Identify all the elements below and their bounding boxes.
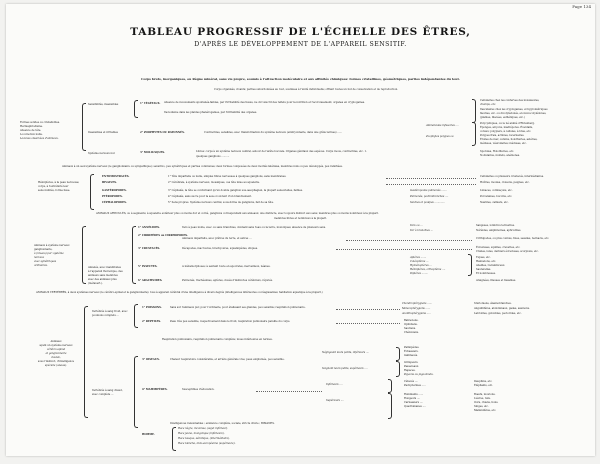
- g1-right-6: Polycystiques, ou le né animé d'Ehrenberg.: [480, 122, 535, 125]
- g4-fish-right-2-a: Malacoptérygiens ......: [402, 307, 431, 310]
- g4-bird-brace-1: [396, 347, 400, 361]
- g3-right-9-b: Sauterelles.: [476, 268, 492, 271]
- g1-right-4: fleuries, etc. ou dicotylédonés, en monocotylédones,: [480, 112, 547, 115]
- g1-left-label-1: Formes solides ou cristalloïdes.: [20, 121, 60, 124]
- g1-right-12: Sporules, Holothuries, etc.: [480, 150, 515, 153]
- g3-right-1-b: Sangsues, lombrics terrestres.: [476, 224, 515, 227]
- band-1-text: Animaux à un seul système nerveux (le ganglionnaire ou sympathique); sensitivo, peu symétriques et parties communes; deux formes composées de deux moitiés latérales, membres nuls ou peu développés, peu ramifiées.: [62, 165, 343, 168]
- g4-bird-right-1: Palmipèdes.: [404, 346, 420, 349]
- g3-row-2-label: 2° CIRRIPÈDES ou CIRRHOPODES.: [138, 234, 188, 237]
- g3-right-8-b: Abeilles, Cerambiceux.: [476, 264, 506, 267]
- g3-right-2-a: Ver à branchies ...: [410, 229, 433, 232]
- g3-right-4: Écrevisses, squilles, crevettes, etc.: [476, 246, 521, 249]
- g4-mam-right-1-b: Dauphins, etc.: [474, 380, 493, 383]
- homme-race-3: Race basque, sémitique, (intermédiaire).: [178, 437, 230, 440]
- g1-right-7: Éponges, alcyons, madrépores. Éventails,: [480, 126, 533, 129]
- g4-sub-1-a: Vertébrés à sang froid, avec: [92, 310, 128, 313]
- leader-dots: [386, 184, 476, 185]
- document-sheet: [6, 4, 595, 456]
- g1-zoo-right-2: Zoophytes polypes ou: [426, 135, 454, 138]
- g2-row-1-desc: 1° Tête imparfaite ou nulle, simples fibres nerveuses à quelques ganglions, sans membranes.: [168, 175, 287, 178]
- g3-left-6: ordinaires.: [34, 264, 48, 267]
- g3-left-3: à (niveau) par: système: [34, 252, 64, 255]
- g4-left-1: Animaux: [50, 340, 62, 343]
- leader-dots: [346, 240, 472, 241]
- g4-reptile-right-3: Sauriens.: [404, 327, 416, 330]
- g4-left-6: sous l'instinct, d'intelligence: [37, 360, 75, 363]
- g2-right-5-a: Seiches et poulpes .............: [410, 201, 445, 204]
- band-2-text-b: membres libres et nombreux à la plupart.: [274, 217, 327, 220]
- g1-right-brace-2: [472, 122, 476, 146]
- g3-row-2-desc: Animaux imparfaits, avec prêtres du terre, et autres ...: [182, 237, 252, 240]
- homme-label: HOMME.: [142, 433, 155, 436]
- g1-sub-b: Insensibles et irritables: [88, 131, 118, 134]
- g4-mammal-mid-2: Supérieurs ....: [326, 399, 344, 402]
- g4-bird-mid-1: Négligeant leurs petits, inférieurs ....: [322, 351, 370, 354]
- g4-left-5: double,: [51, 356, 61, 359]
- g2-row-4-desc: 4° Céphalés, sans sucre pour la sexe s'ouvrent d'un branchement.: [168, 195, 252, 198]
- g4-mam-right-4-a: Rongeurs ....: [404, 397, 421, 400]
- g4-mam-right-4-b: Lièvres, rats.: [474, 397, 491, 400]
- g2-right-5-b: Nautiles, calmars, etc.: [480, 201, 509, 204]
- g2-left-3: sens mutilés, forme lisse.: [38, 189, 71, 192]
- g3-row-5-desc: A métamorphoses; à sentant toute en apocrates, merveilleux, néanes.: [182, 265, 271, 268]
- leader-dots: [336, 249, 472, 250]
- g4-bird-brace-2: [396, 361, 400, 377]
- homme-race-1: Race nègre, inconnue, (sujet inférieur).: [178, 427, 229, 430]
- g3-left-1: Animaux à système nerveux: [34, 244, 70, 247]
- g4-middle-line: Respiration pulmonaire, respiration pulmonaire complète; mues intérieures en termes.: [162, 338, 273, 341]
- g2-right-1: Cellulaires ou plusieurs crustacés, intermédiaires.: [480, 175, 544, 178]
- g4-reptile-label: 2° REPTILES.: [142, 320, 162, 323]
- g1-sub-brace-a: [134, 100, 138, 118]
- g1-right-2: champs, etc.: [480, 103, 497, 106]
- g1-right-1: Cellulaires chez les conferves des moisissures,: [480, 99, 540, 102]
- g2-row-4-label: PTÉROPODES.: [102, 195, 123, 198]
- g4-sub-1-b: poumons complets ...: [92, 314, 119, 317]
- band-2-text: ANIMAUX ARTICULÉS, ou à segments; à squelette extérieur plus ou moins dur et corné, ganglions correspondant aux anneaux; une distincte, avec toujours distinct aux sens; membres plus ou moins nombreux à la plupart.: [96, 212, 379, 215]
- g4-bird-desc: Chaleur respiratoire considérable, et arrière générale vive; peau emplumée, peu sensible.: [170, 358, 285, 361]
- g3-right-6-b: Tiques, etc.: [476, 256, 491, 259]
- g3-row-3-desc: Décapodes, macroures, brachyoures, squamipèdes, stiques.: [182, 247, 258, 250]
- g3-row-7-label: 6° ARACHNIDES.: [138, 279, 163, 282]
- band-3-text: ANIMAUX VERTÉBRÉS, à deux systèmes nerveux (le cérébro-spinal et le ganglionnaire); tous à appareil cérébral d'une intelligence à divers degrés (intelligences inférieures ou réagissantes; habitation aquatique à la plupart.): [36, 291, 323, 294]
- g4-mammal-desc: Susceptibles d'éducation.: [182, 388, 215, 391]
- g3-right-7-b: Hannetons, etc.: [476, 260, 497, 263]
- g1-veg-desc: Absence de mouvements spontanés-faibles, par l'irritabilité des tissus, ne circonscrit des reflets pour la nutrition et l'accroissement; organes en cryptogames.: [164, 101, 366, 104]
- g3-row-7-desc: Pulmonés, trachéennes, aptères, doués d'instinctes cérébraux, réputés.: [182, 279, 273, 282]
- g4-mam-right-2-b: Éléphants, etc.: [474, 384, 493, 387]
- g1-right-9: Polypes frais, actinies, lucernaires.: [480, 134, 525, 137]
- g4-bottom-line: Intelligences raisonnables ; existence complète, sociale, stricte droite ; BIMANES.: [170, 422, 275, 425]
- g4-fish-right2-3: Labroïdes, gobioïdes, pectorides, etc.: [474, 312, 522, 315]
- g2-brace: [90, 174, 94, 210]
- g2-row-2-desc: 2° Cérébrale, à système nerveux, mosaïques, ces tête mise au squelette.: [168, 181, 260, 184]
- g3-left-b1: Annelés, avec mandibules: [88, 266, 121, 269]
- g2-row-5-label: CÉPHALOPODES.: [102, 201, 127, 204]
- g4-fish-label: 1° POISSONS.: [142, 306, 162, 309]
- g4-left-7: spéciale (oiseau).: [44, 364, 68, 367]
- g1-mollusc-desc: Libres: corps à un système nerveux central, autour de l'arête buccale. Organes génitaux des espèces. Corps mous, contractiles, etc. 1.: [196, 150, 367, 153]
- g3-right-6-a: Aptères .......: [410, 256, 427, 259]
- g4-reptile-right-2: Ophidiens.: [404, 323, 418, 326]
- g2-left-1: Hémiptères, à la peau nerveuse;: [38, 181, 80, 184]
- g2-right-3-b: Limaces, colimaçons, etc.: [480, 189, 513, 192]
- g3-row-1-label: 1° ANNÉLIDES.: [138, 226, 160, 229]
- g3-right-10-a: Diptères ........: [410, 272, 428, 275]
- g4-left-4: et ganglionnaire: [45, 352, 67, 355]
- g1-veg-label: 1° VÉGÉTAUX.: [140, 102, 161, 105]
- g3-right-brace: [468, 254, 472, 276]
- intro-line-1: Corps bruts, inorganiques, ou Règne minéral, sans vie propre, soumis à l'attraction moléculaire et aux affinités chimiques: formes cristallines, géométriques, parties indépendantes du tout.: [141, 77, 460, 81]
- g4-bird-label: 3° OISEAUX.: [142, 358, 160, 361]
- g1-zoo-label: 2° ZOOPHYTES OU RAYONNÉS.: [140, 131, 185, 134]
- g2-row-3-label: GASTÉROPODES.: [102, 189, 127, 192]
- g2-right-3-a: Gastéropodes pulmonés .......: [410, 189, 447, 192]
- g4-mam-right-5-b: Ours, chiens, lions.: [474, 401, 499, 404]
- g3-right-3: Cirrhipodes, ou plus connus, fixes, sessiles, bernacle, etc.: [476, 237, 550, 240]
- g3-right-7-a: Coléoptères ...: [410, 260, 429, 263]
- g1-sub-c: Système nerveux nul: [88, 152, 115, 155]
- g4-bird-right-2: Échassiers.: [404, 350, 419, 353]
- homme-brace: [172, 427, 176, 451]
- g2-row-1-label: ENTOMOSTRACÉS.: [102, 175, 130, 178]
- g1-right-5: (plantes, lilacées, esthétiques, etc.): [480, 116, 525, 119]
- g4-fish-right-1-a: Chondroptérygiens ......: [402, 302, 432, 305]
- g4-mam-right-6-b: Singes, etc.: [474, 405, 489, 408]
- g4-mam-right-2-a: Pachydermes .....: [404, 384, 426, 387]
- g2-right-4-b: Porcelaines, buccins, etc.: [480, 195, 513, 198]
- g4-reptile-right-4: Chéloniens.: [404, 331, 419, 334]
- g4-reptile-right-1: Batraciens.: [404, 319, 419, 322]
- g2-right-4-a: Pulmonés, pectinibranches ....: [410, 195, 449, 198]
- g3-left-2: ganglionnaire,: [34, 248, 53, 251]
- leader-dots: [256, 391, 322, 392]
- g4-mam-right-3-b: Bœufs, moutons.: [474, 393, 496, 396]
- g4-sub-brace-1: [134, 304, 138, 328]
- g4-bird-right-4: Grimpeurs.: [404, 361, 419, 364]
- g4-left-2: ayant un système nerveux: [39, 344, 73, 347]
- g3-right-8-a: Hyménoptères ...: [410, 264, 432, 267]
- g3-sub-brace: [132, 226, 136, 284]
- g1-veg-desc-2: Vacuolisme dans les plantes phanérogames, par l'irritabilité des organes.: [164, 111, 258, 114]
- g1-right-3: Vasculaires chez les cryptogames, et hygrométriques: [480, 108, 548, 111]
- leader-dots: [336, 309, 400, 310]
- g3-left-4: nerveux: [34, 256, 45, 259]
- g4-mammal-brace-1: [388, 379, 392, 393]
- g1-left-label-3: Absence de tête.: [20, 129, 42, 132]
- g1-left-label-5: Lacunes observées d'animaux.: [20, 137, 59, 140]
- g4-mam-right-3-a: Ruminants ......: [404, 393, 424, 396]
- g3-left-5: avec symétriques: [34, 260, 57, 263]
- homme-race-2: Race jaune, mongolique (inférieure).: [178, 432, 225, 435]
- g4-bird-mid-2: Soignant leurs petits, supérieurs ....: [322, 367, 368, 370]
- g4-sub-2-b: avec complète ...: [92, 393, 114, 396]
- g4-main-brace: [84, 306, 88, 418]
- g3-right-2-b: Néréides, amphinomes, aphrodites.: [476, 229, 522, 232]
- g4-sub-2-a: Vertébrés à sang chaud,: [92, 389, 123, 392]
- g4-mam-right-1-a: Cétacés ....: [404, 380, 419, 383]
- g4-fish-right2-2: Anguillifères, abdominaux, gades, saumons.: [474, 307, 530, 310]
- leader-dots: [336, 323, 400, 324]
- page-number: Page 134: [572, 4, 591, 9]
- g3-right-1-a: Vers ou ...: [410, 224, 423, 227]
- g1-sub-a: Sensibilités, insensibles: [88, 103, 119, 106]
- g3-main-brace: [82, 226, 86, 284]
- g3-left-b3: animaux sans membres: [88, 274, 118, 277]
- g3-left-b4: avec des animaux plus: [88, 278, 117, 281]
- g4-bird-right-5: Passereaux.: [404, 365, 420, 368]
- g4-mam-right-5-a: Carnassiers ....: [404, 401, 423, 404]
- g4-mam-right-7: Mammifères, etc.: [474, 409, 497, 412]
- g3-row-3-label: 3° CRUSTACÉS.: [138, 247, 161, 250]
- g4-bird-right-7: Pigeons ou pigeonnets.: [404, 373, 434, 376]
- g2-row-3-desc: 3° Céphalés, la tête se conformant qu'un double ganglion sus-œsophagien, la plupart sensorielles, faibles.: [168, 189, 303, 192]
- g1-right-brace-1: [472, 99, 476, 123]
- g2-left-2: corps, à l'extrémité leur: [38, 185, 69, 188]
- g1-main-brace: [82, 103, 86, 151]
- g1-right-13: Nodulaires, mollets, anémones.: [480, 154, 520, 157]
- g3-right-5: Crabes, iules, derniers écrevisses, scorpions, etc.: [476, 250, 539, 253]
- g4-sub-brace-2: [134, 356, 138, 428]
- homme-race-4: Race blanche, indo-européenne (supérieure).: [178, 442, 236, 445]
- g4-fish-desc: Sans sur l'animaux pur, pour l'ordinaire, pour étalissant ses glandes, peu sensible; respiration pulmonaire.: [170, 306, 306, 309]
- g4-bird-right-6: Rapaces.: [404, 369, 416, 372]
- g4-bird-right-3: Gallinacés.: [404, 354, 418, 357]
- g3-row-1-desc: Vers à peau molle, avec ou sans branchies, donnant sans l'eau ou la terre, monoïques; absence de plusieurs sens.: [182, 226, 326, 229]
- g1-right-8: coraux; polypiers, à cellules, à bras, etc.: [480, 130, 532, 133]
- g4-reptile-desc: Peau très peu sensible, respectivement dans le froid, respiration pulmonaire pareille du corps.: [170, 320, 291, 323]
- g3-right-9-a: Hémiptères, orthoptères ....: [410, 268, 446, 271]
- g1-left-label-2: Hermaphrodisme.: [20, 125, 43, 128]
- g1-right-10: Étoiles de mer, oursins, holothuries, astéries,: [480, 138, 538, 141]
- g4-mammal-brace-2: [388, 393, 392, 419]
- g2-row-5-desc: 5° Sens propres. Système nerveux central, sous-forme de ganglions, fait de sa tête.: [168, 201, 274, 204]
- g2-right-2: Huîtres, moules, cloisons, peignes, etc.: [480, 181, 530, 184]
- g1-mollusc-label: 3° MOLLUSQUES.: [140, 151, 166, 154]
- page-title: TABLEAU PROGRESSIF DE L'ÉCHELLE DES ÊTRES,: [130, 26, 471, 38]
- page-subtitle: D'APRÈS LE DÉVELOPPEMENT DE L'APPAREIL SENSITIF.: [194, 41, 407, 48]
- g3-left-b2: à l'appareil thoracique, des: [88, 270, 123, 273]
- g4-mammal-label: 4° MAMMIFÈRES.: [142, 388, 168, 391]
- g4-fish-right-3-a: Acanthoptérygiens .....: [402, 312, 431, 315]
- g2-row-2-label: BIVALVES.: [102, 181, 117, 184]
- g4-mam-right-6-a: Quadrumanes ....: [404, 405, 426, 408]
- g3-right-10-b: Et nombreuses.: [476, 272, 496, 275]
- g1-zoo-desc: Contractiles, sensibles, avec transformation du système nerveux (embryonnaire, dans une grêle termes) ......: [204, 131, 343, 134]
- g3-right-11: Araignées, fileuses et tissantes.: [476, 279, 517, 282]
- g3-row-5-label: 5° INSECTES.: [138, 265, 158, 268]
- g1-zoo-right-1: Animalcules infusoires ....: [426, 124, 459, 127]
- g4-fish-right2-1: Sturioniens, élasmobranches.: [474, 302, 512, 305]
- g1-mollusc-desc-2: quelques ganglions ..........: [196, 155, 230, 158]
- g4-mammal-mid-1: Inférieurs ....: [326, 383, 343, 386]
- g1-left-label-4: Locomotion nulle.: [20, 133, 43, 136]
- g4-left-3: cérébro-spinal: [46, 348, 66, 351]
- leader-dots: [386, 178, 476, 179]
- g1-right-11: méduses, vésiculaires; méduses, etc.: [480, 142, 527, 145]
- intro-line-2: Corps organisés, vivants; parties subordonnées au tout, soumises à l'unité individuelle; offrant toutes un but de conservation et de reproduction.: [214, 88, 398, 91]
- g3-left-b5: (métavert.).: [88, 282, 103, 285]
